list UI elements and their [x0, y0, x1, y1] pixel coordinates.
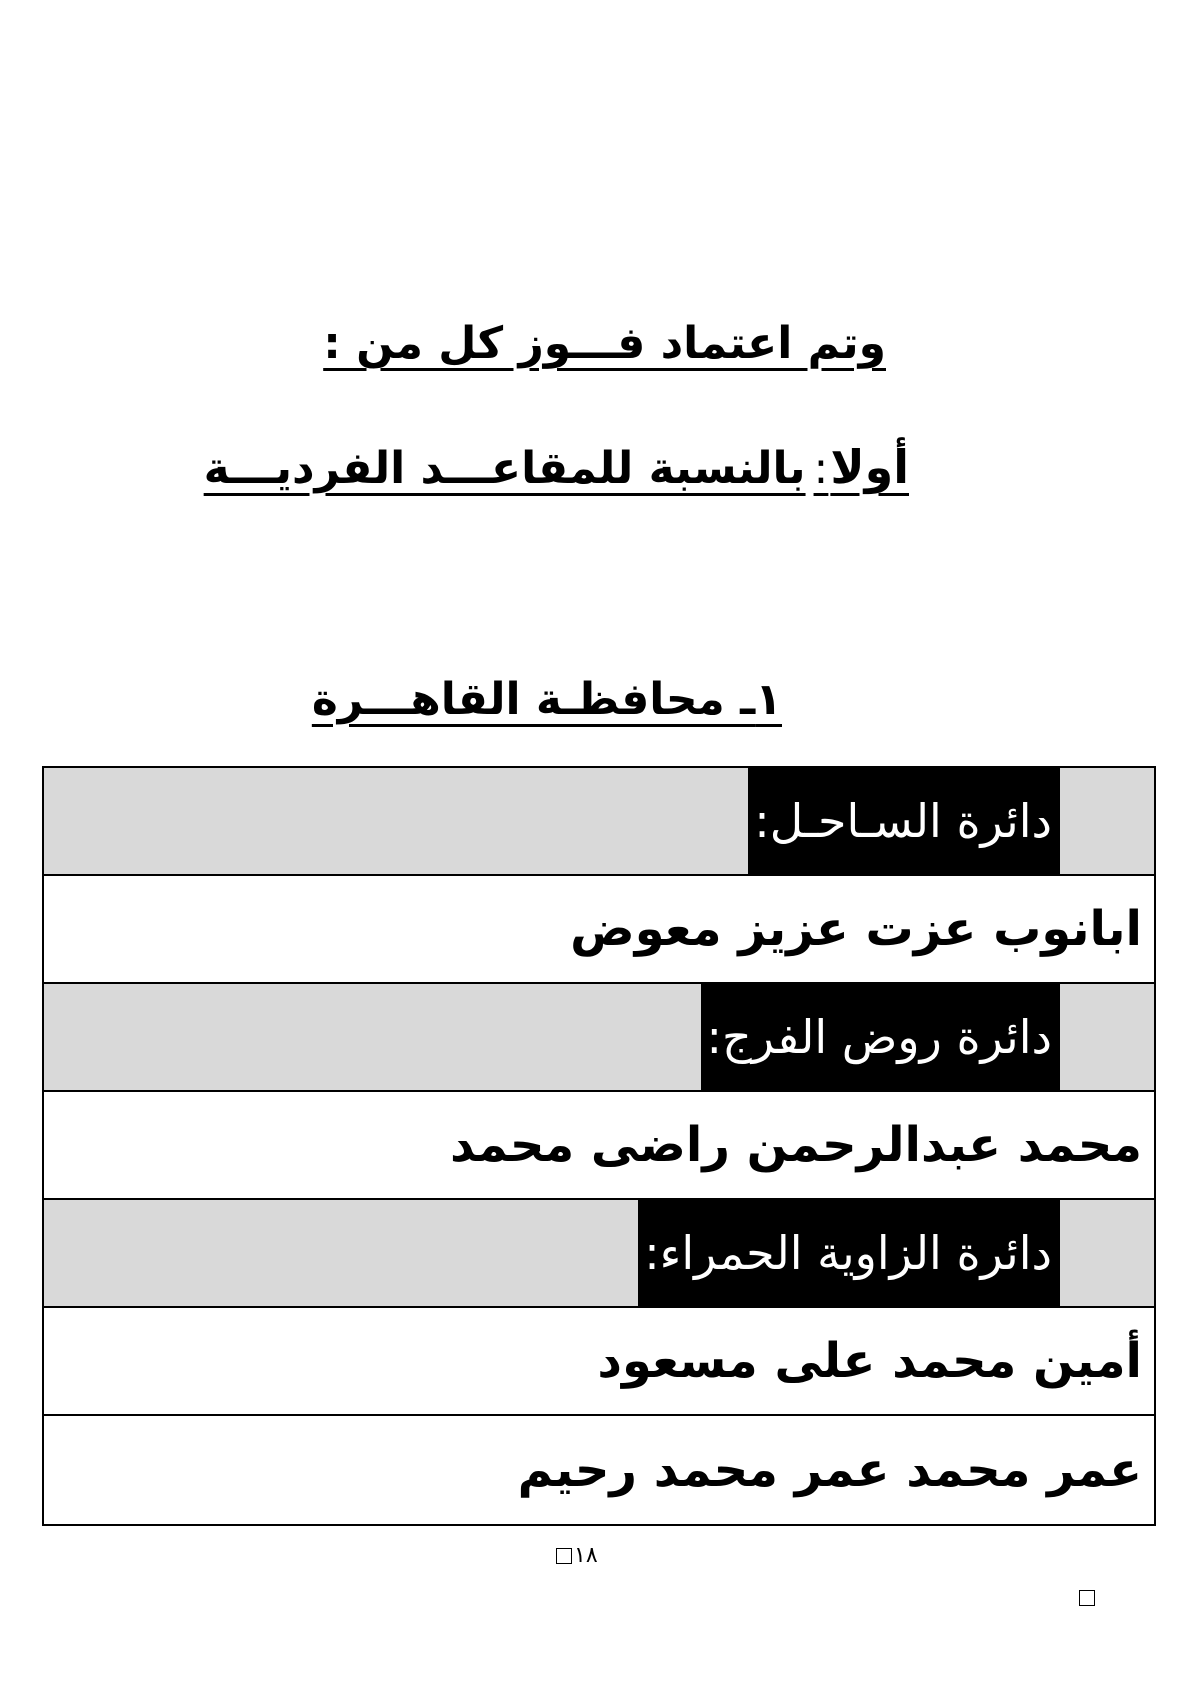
winner-name: عمر محمد عمر محمد رحيم: [517, 1442, 1142, 1498]
district-row: [44, 1200, 1154, 1308]
district-label: دائرة روض الفرج:: [701, 984, 1060, 1090]
winner-name: ابانوب عزت عزيز معوض: [570, 901, 1142, 957]
district-label: دائرة السـاحـل:: [748, 768, 1060, 874]
district-row: [44, 984, 1154, 1092]
section-colon: :: [813, 443, 829, 494]
governorate-heading: ١ـ محافظـة القاهـــرة: [311, 674, 782, 725]
section-label: أولا: [830, 440, 909, 494]
page-number: [556, 1543, 598, 1568]
section-text: بالنسبة للمقاعـــد الفرديـــة: [203, 443, 806, 494]
page-number-text: ١٨: [574, 1543, 598, 1568]
district-label: دائرة الزاوية الحمراء:: [638, 1200, 1060, 1306]
results-table: [42, 766, 1156, 1526]
section-heading-first: [203, 440, 909, 494]
box-glyph-icon: [556, 1548, 572, 1564]
winner-name: أمين محمد على مسعود: [597, 1333, 1142, 1389]
winner-row: [44, 1416, 1154, 1524]
winner-row: [44, 876, 1154, 984]
winner-row: [44, 1308, 1154, 1416]
district-row: [44, 768, 1154, 876]
main-heading: وتم اعتماد فـــوز كل من :: [323, 318, 886, 369]
corner-box-icon: [1079, 1590, 1095, 1606]
winner-row: [44, 1092, 1154, 1200]
winner-name: محمد عبدالرحمن راضى محمد: [449, 1117, 1142, 1173]
